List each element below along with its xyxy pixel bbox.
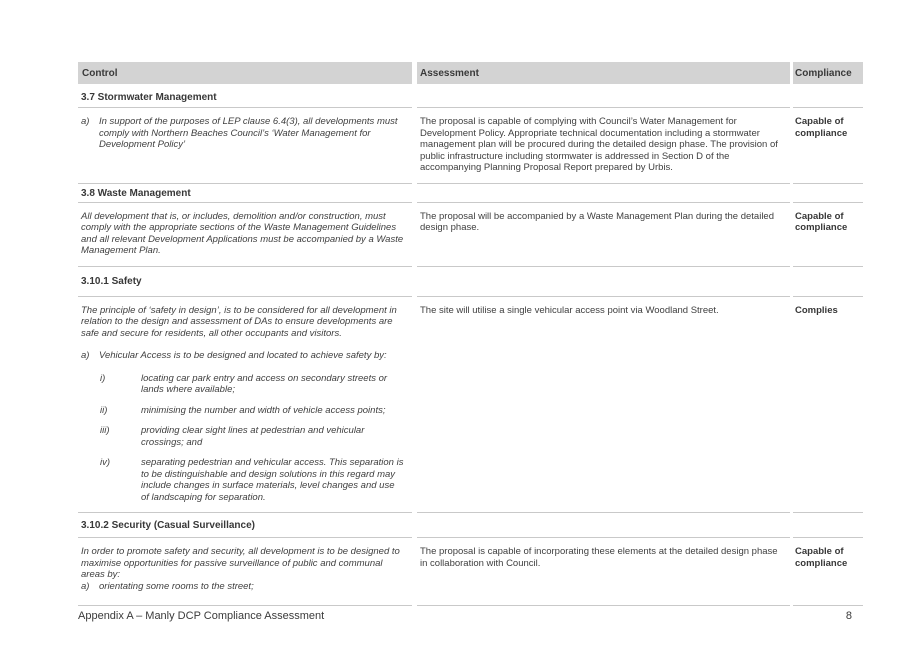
control-list-item [100,405,405,417]
column-header-control: Control [78,62,412,84]
section-title: 3.10.1 Safety [81,275,142,287]
control-paragraph: All development that is, or includes, demolition and/or construction, must comply with the appropriate sections of the Waste Management Guidelines and all relevant Development Applications must be accompanied by a Waste Management Plan. [81,210,404,256]
section-title: 3.10.2 Security (Casual Surveillance) [81,520,255,531]
control-list-item [100,373,405,396]
control-cell [78,297,412,514]
list-marker: ii) [100,404,108,416]
compliance-cell: Capable of compliance [793,108,863,184]
list-marker: i) [100,372,106,384]
section-header-row-3-8 [78,184,863,203]
list-item-text: locating car park entry and access on secondary streets or lands where available; [141,372,388,395]
control-list-item [81,581,405,593]
section-title: 3.7 Stormwater Management [81,92,217,103]
control-cell [78,108,412,184]
section-title: 3.8 Waste Management [81,187,191,199]
compliance-table [78,62,863,606]
control-cell [78,203,412,267]
page-footer [78,610,863,622]
list-item-text: minimising the number and width of vehicle access points; [141,404,386,416]
list-marker: iv) [100,457,111,468]
table-header-row [78,62,863,84]
section-header-row-3-10-2 [78,513,863,538]
control-cell [78,538,412,606]
assessment-cell: The proposal is capable of incorporating these elements at the detailed design phase in collaboration with Council. [417,538,790,606]
control-paragraph: The principle of ‘safety in design’, is to be considered for all development in relation to the design and assessment of DAs to ensure developments are safe and secure for residents, all other occupants and visitors. [81,304,397,339]
assessment-cell: The site will utilise a single vehicular access point via Woodland Street. [417,297,790,514]
section-header-row-3-7 [78,84,863,108]
page-number: 8 [845,610,852,622]
list-item-text: Vehicular Access is to be designed and located to achieve safety by: [99,350,387,361]
list-item-text: providing clear sight lines at pedestrian and vehicular crossings; and [141,425,365,448]
list-marker: a) [81,116,90,127]
column-header-assessment: Assessment [417,62,790,84]
compliance-cell: Capable of compliance [793,203,863,267]
column-header-compliance: Compliance [793,62,863,84]
assessment-cell: The proposal is capable of complying with Council’s Water Management for Development Policy. Appropriate technical documentation including a stormwater management plan will be procured during the detailed design phase. The provision of public infrastructure including stormwater is addressed in Section D of the accompanying Planning Proposal Report prepared by Urbis. [417,108,790,184]
list-marker: a) [81,350,90,361]
footer-text: Appendix A – Manly DCP Compliance Assessment [78,610,325,622]
control-list-item [81,350,405,362]
table-row [78,297,863,514]
list-item-text: separating pedestrian and vehicular access. This separation is to be distinguishable and design solutions in this regard may include changes in surface materials, level changes and use of landscaping for separation. [141,457,404,503]
control-list-item [81,116,405,151]
compliance-cell: Complies [793,297,863,514]
list-item-text: orientating some rooms to the street; [99,580,254,592]
control-list-item [100,425,405,448]
assessment-cell: The proposal will be accompanied by a Waste Management Plan during the detailed design phase. [417,203,790,267]
compliance-cell: Capable of compliance [793,538,863,606]
list-marker: a) [81,580,90,592]
control-list-item [100,457,405,503]
table-row [78,538,863,606]
list-item-text: In support of the purposes of LEP clause 6.4(3), all developments must comply with Northern Beaches Council’s ‘Water Management for Development Policy’ [99,116,398,150]
control-paragraph: In order to promote safety and security, all development is to be designed to maximise opportunities for passive surveillance of public and communal areas by: [81,546,400,580]
table-row [78,108,863,184]
table-row [78,203,863,267]
list-marker: iii) [100,425,110,436]
section-header-row-3-10-1 [78,267,863,297]
